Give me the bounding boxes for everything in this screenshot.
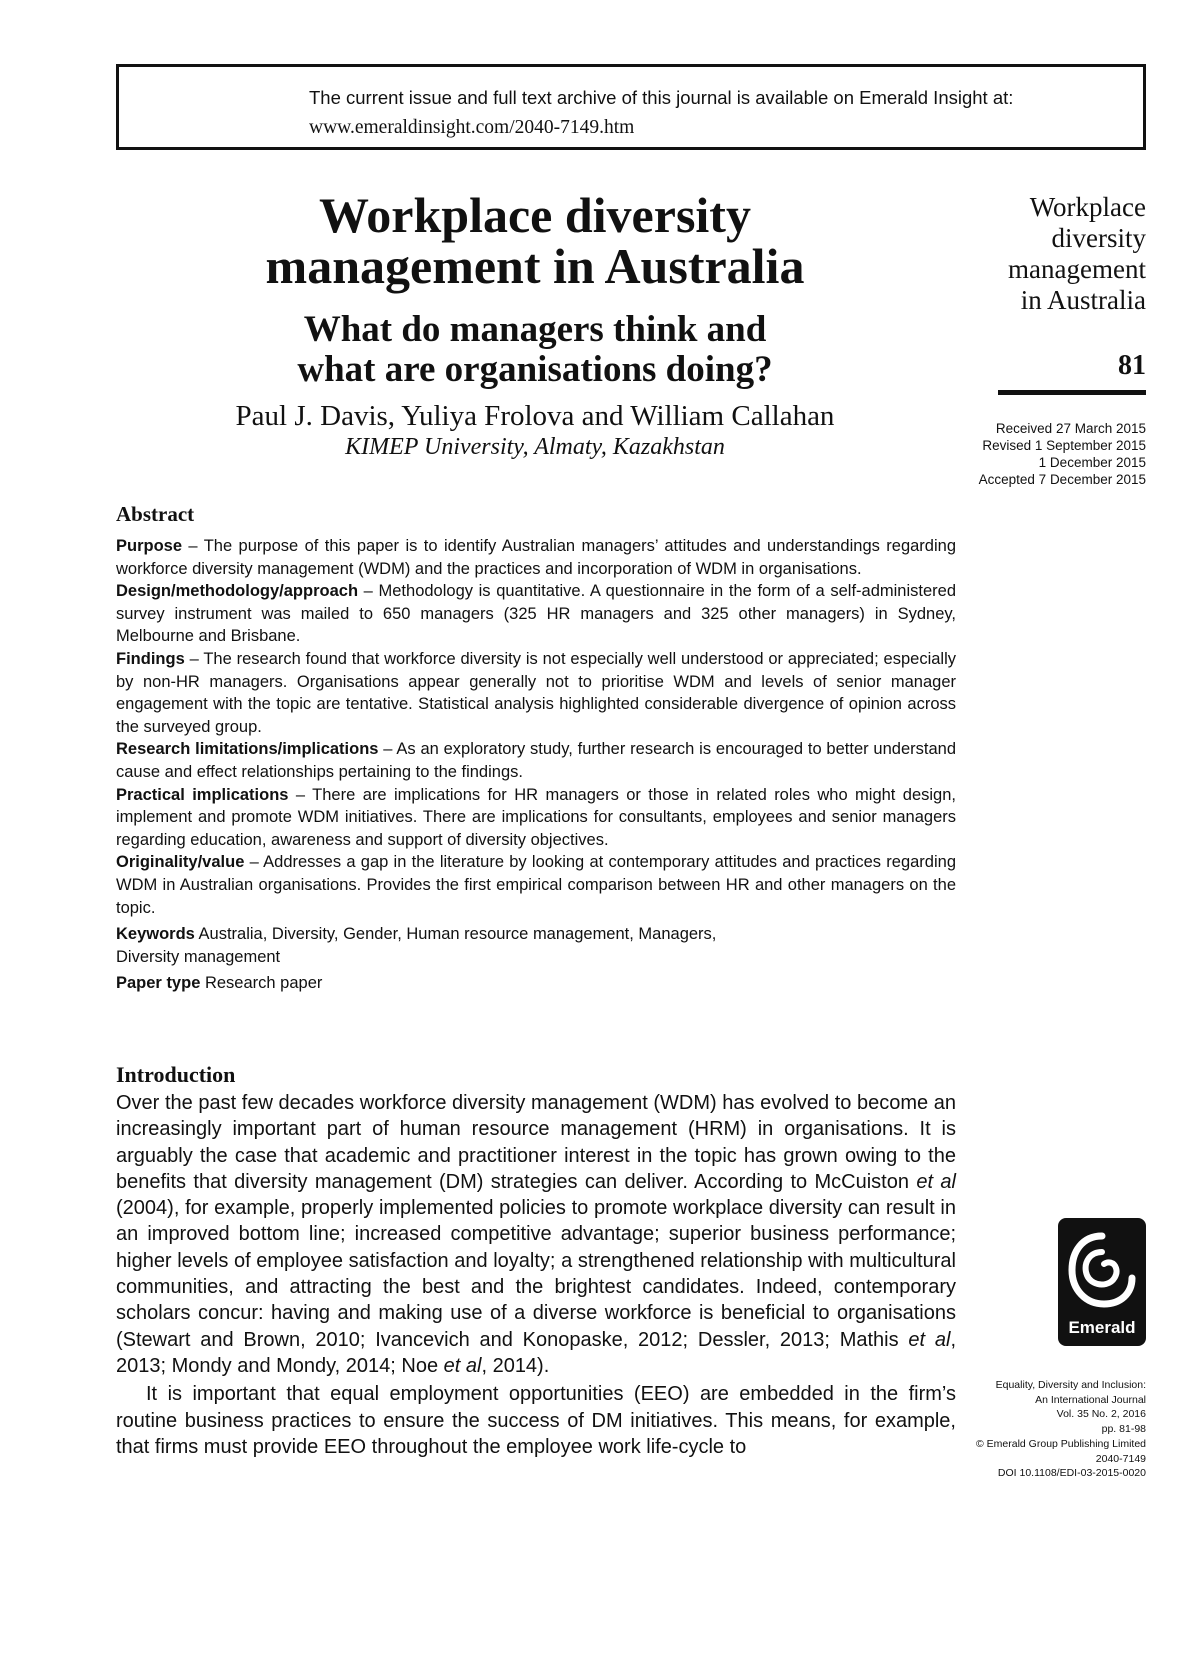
title-line-2: management in Australia [265,238,805,294]
abstract-text: – Methodology is quantitative. A questionnaire in the form of a self-administered survey instrument was mailed to 650 managers (325 HR managers and 325 other managers) in Sydney, Melbourne and Brisbane. [116,582,956,646]
abstract-text: – As an exploratory study, further research is encouraged to better understand cause and effect relationships pertaining to the findings. [116,740,957,781]
introduction-section [116,1062,956,1460]
et-al: et al [443,1354,482,1377]
journal-doi: DOI 10.1108/EDI-03-2015-0020 [997,1467,1146,1480]
abstract-label: Originality/value [116,853,245,872]
journal-subtitle: An International Journal [1035,1393,1146,1406]
accepted-date: Accepted 7 December 2015 [978,472,1146,487]
authors: Paul J. Davis, Yuliya Frolova and William Callahan [235,400,835,432]
logo-wordmark: Emerald [1068,1318,1136,1337]
journal-pages: pp. 81-98 [1101,1423,1146,1436]
journal-volume: Vol. 35 No. 2, 2016 [1056,1408,1146,1421]
et-al: et al [916,1170,956,1193]
abstract-text: – The purpose of this paper is to identify Australian managers’ attitudes and understandings regarding workforce diversity management (WDM) and the practices and incorporation of WDM in organisations. [116,537,956,578]
abstract-section [116,502,956,995]
introduction-paragraph-1 [116,1090,956,1379]
journal-name: Equality, Diversity and Inclusion: [995,1379,1146,1391]
received-date: Received 27 March 2015 [995,421,1146,436]
affiliation: KIMEP University, Almaty, Kazakhstan [345,434,725,460]
article-title [160,187,910,294]
running-head-line: Workplace [1029,192,1146,222]
abstract-label: Purpose [116,537,183,555]
emerald-logo [1058,1218,1146,1346]
subtitle-line-2: what are organisations doing? [297,349,773,390]
revised-date: Revised 1 September 2015 [982,438,1146,453]
notice-url[interactable]: www.emeraldinsight.com/2040-7149.htm [309,117,635,138]
paper-type [116,972,956,995]
journal-archive-notice [116,64,1146,150]
journal-issn: 2040-7149 [1095,1452,1146,1465]
paper-type-value: Research paper [200,974,323,993]
keywords-text: Australia, Diversity, Gender, Human resource management, Managers, [194,925,717,944]
running-head [946,192,1146,316]
article-history-dates [979,420,1146,488]
journal-copyright: © Emerald Group Publishing Limited [976,1437,1146,1450]
keywords-label: Keywords [116,925,195,944]
paragraph-text: , 2013; Mondy and Mondy, 2014; Noe [116,1328,956,1377]
abstract-limitations [116,738,956,783]
abstract-purpose [116,535,956,580]
page-number: 81 [1118,350,1146,381]
keywords-text-2: Diversity management [116,947,281,966]
abstract-label: Practical implications [116,785,289,804]
abstract-heading: Abstract [116,502,195,526]
subtitle-line-1: What do managers think and [303,309,767,350]
emerald-swirl-icon [1066,1228,1138,1314]
introduction-heading: Introduction [116,1062,236,1087]
keywords [116,923,956,968]
abstract-findings [116,648,956,738]
revised-date-2: 1 December 2015 [1038,455,1146,470]
abstract-text: – There are implications for HR managers or those in related roles who might design, implement and promote WDM initiatives. There are implications for consultants, employees and senior managers regarding education, awareness and support of diversity objectives. [116,785,956,849]
abstract-text: – Addresses a gap in the literature by looking at contemporary attitudes and practices regarding WDM in Australian organisations. Provides the first empirical comparison between HR and other managers on the topic. [116,853,956,917]
abstract-text: – The research found that workforce diversity is not especially well understood or appreciated; especially by non-HR managers. Organisations appear generally not to prioritise WDM and levels of senior manager engagement with the topic are tentative. Statistical analysis highlighted considerable divergence of opinion across the surveyed group. [116,649,956,736]
sidebar-divider [998,390,1146,395]
abstract-originality [116,851,956,919]
paragraph-text: (2004), for example, properly implemented policies to promote workplace diversity can result in an improved bottom line; increased competitive advantage; superior business performance; higher levels of employee satisfaction and loyalty; a strengthened relationship with multicultural communities, and attracting the best and the brightest candidates. Indeed, contemporary scholars concur: having and making use of a diverse workforce is beneficial to organisations (Stewart and Brown, 2010; Ivancevich and Konopaske, 2012; Dessler, 2013; Mathis [116,1197,956,1351]
running-head-line: diversity [1051,223,1146,253]
abstract-label: Design/methodology/approach [116,582,359,601]
journal-info [976,1378,1146,1481]
paper-type-label: Paper type [116,974,201,993]
paragraph-text: Over the past few decades workforce diversity management (WDM) has evolved to become an increasingly important part of human resource management (HRM) in organisations. It is arguably the case that academic and practitioner interest in the topic has grown owing to the benefits that diversity management (DM) strategies can deliver. According to McCuiston [116,1092,956,1193]
abstract-label: Findings [116,649,185,668]
title-line-1: Workplace diversity [319,187,751,243]
paragraph-text: , 2014). [481,1354,550,1377]
introduction-paragraph-2: It is important that equal employment opportunities (EEO) are embedded in the firm’s routine business practices to ensure the success of DM initiatives. This means, for example, that firms must provide EEO throughout the employee work life-cycle to [116,1383,956,1458]
abstract-design [116,580,956,648]
abstract-label: Research limitations/implications [116,740,379,759]
running-head-line: in Australia [1020,285,1146,315]
et-al: et al [908,1328,951,1351]
article-subtitle [160,310,910,390]
running-head-line: management [1008,254,1146,284]
notice-text: The current issue and full text archive of this journal is available on Emerald Insight at: [309,87,1014,108]
abstract-practical [116,784,956,852]
